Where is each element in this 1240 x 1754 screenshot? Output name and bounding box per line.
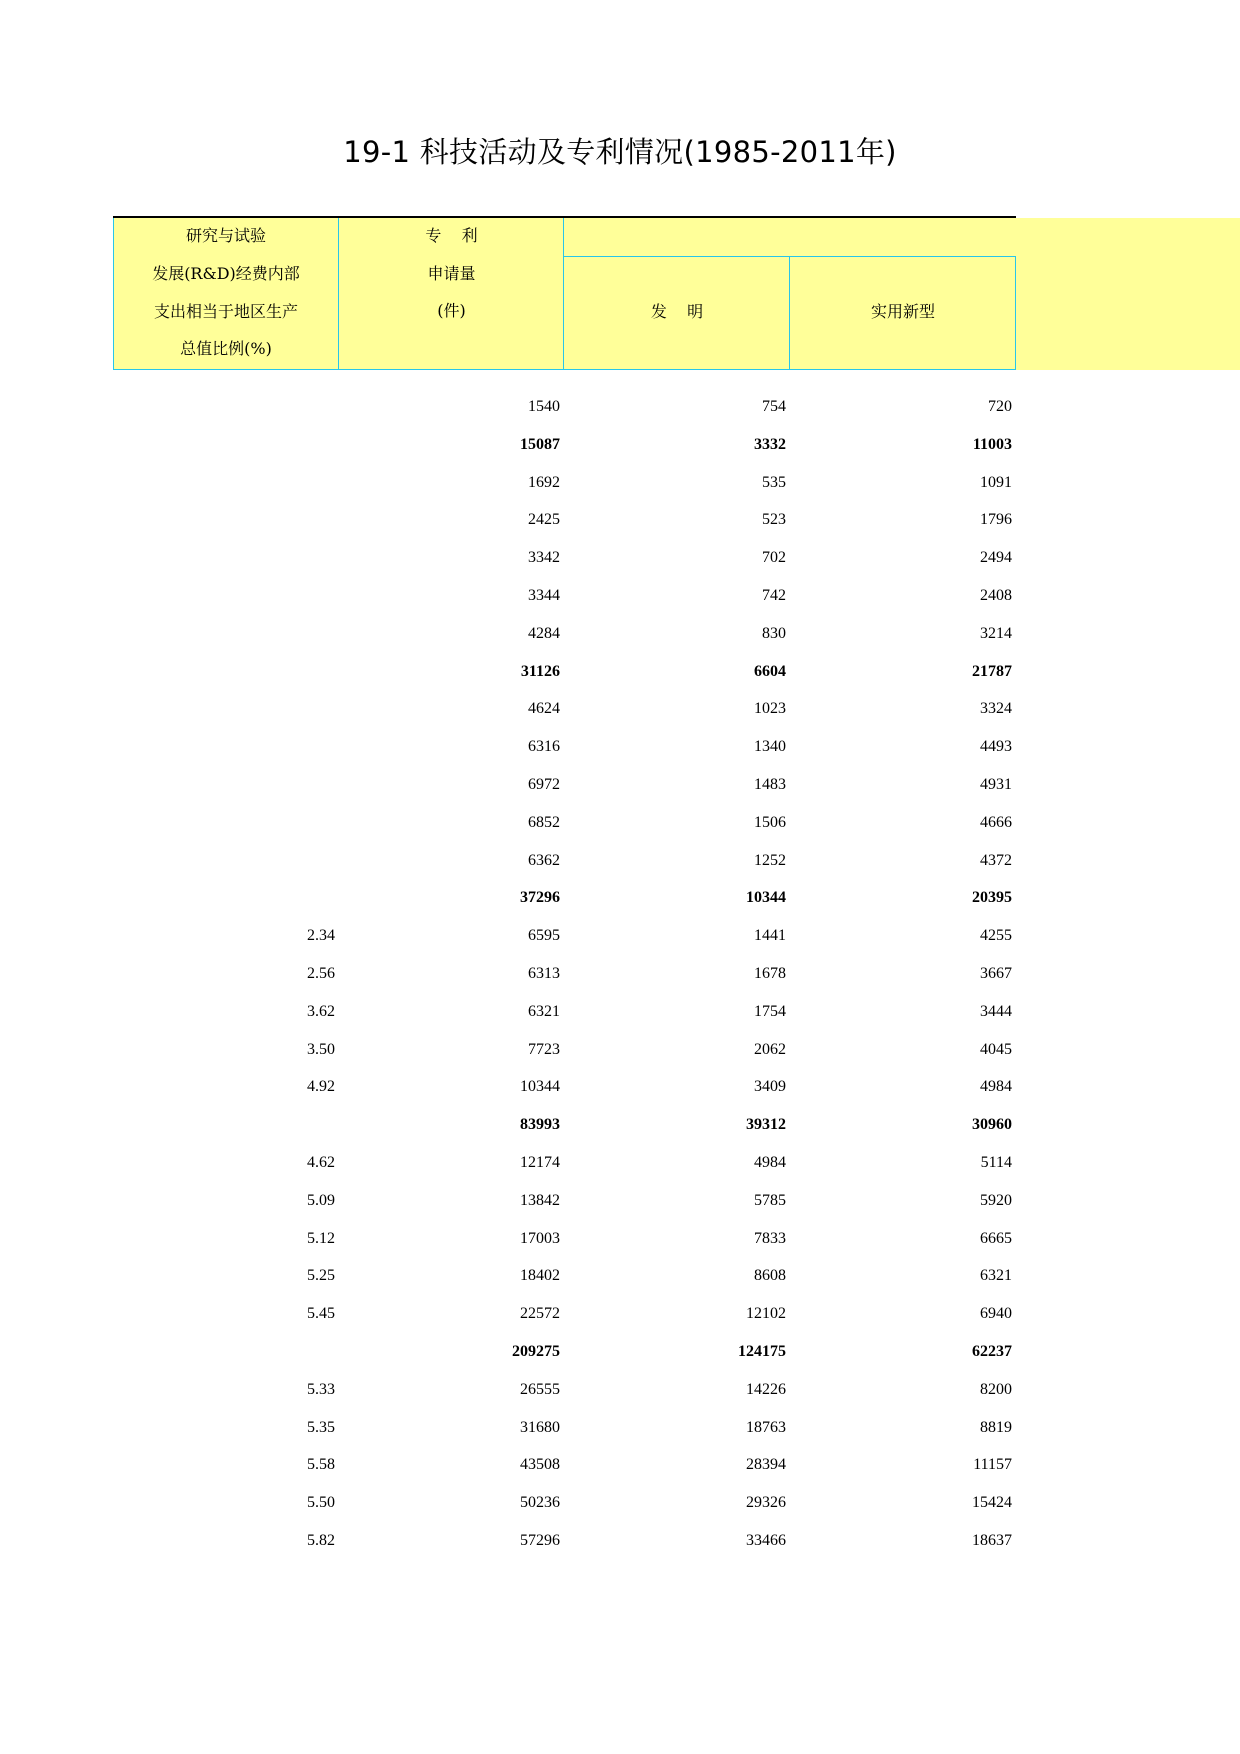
- table-row: [0, 1522, 1240, 1560]
- cell-invention: 8608: [754, 1267, 786, 1285]
- cell-patent-applications: 209275: [512, 1343, 560, 1360]
- cell-patent-applications: 57296: [520, 1532, 560, 1549]
- cell-rd-ratio: 5.12: [307, 1229, 335, 1247]
- cell-rd-ratio: 4.92: [307, 1078, 335, 1096]
- cell-utility-model: 8200: [980, 1380, 1012, 1398]
- table-row: [0, 1182, 1240, 1220]
- cell-rd-ratio: 5.25: [307, 1267, 335, 1285]
- cell-invention: 6604: [754, 662, 786, 680]
- cell-invention: 12102: [746, 1305, 786, 1323]
- cell-rd-ratio: 5.82: [307, 1532, 335, 1549]
- table-row: [0, 464, 1240, 502]
- cell-invention: 1023: [754, 700, 786, 718]
- table-row: [0, 804, 1240, 842]
- cell-utility-model: 11157: [973, 1456, 1012, 1474]
- cell-invention: 1483: [754, 776, 786, 793]
- cell-utility-model: 62237: [972, 1343, 1012, 1360]
- cell-utility-model: 4666: [980, 813, 1012, 831]
- table-row: [0, 1446, 1240, 1484]
- cell-invention: 1252: [754, 851, 786, 869]
- cell-patent-applications: 6595: [528, 927, 560, 945]
- header-patent-line-2: 申请量: [427, 264, 476, 283]
- cell-patent-applications: 43508: [520, 1456, 560, 1474]
- cell-patent-applications: 4284: [528, 624, 560, 642]
- table-row: [0, 653, 1240, 691]
- cell-patent-applications: 18402: [520, 1267, 560, 1285]
- cell-utility-model: 3667: [980, 965, 1012, 982]
- cell-patent-applications: 6972: [528, 776, 560, 793]
- cell-utility-model: 20395: [972, 889, 1012, 907]
- cell-patent-applications: 12174: [520, 1154, 560, 1171]
- cell-patent-applications: 10344: [520, 1078, 560, 1096]
- table-row: [0, 955, 1240, 993]
- table-row: [0, 993, 1240, 1031]
- cell-invention: 1754: [754, 1002, 786, 1020]
- cell-invention: 39312: [746, 1116, 786, 1134]
- cell-patent-applications: 3344: [528, 587, 560, 604]
- cell-invention: 3332: [754, 435, 786, 453]
- header-patent-line-3: (件): [437, 301, 466, 320]
- cell-patent-applications: 22572: [520, 1305, 560, 1323]
- cell-invention: 1340: [754, 738, 786, 756]
- cell-rd-ratio: 3.50: [307, 1040, 335, 1058]
- cell-utility-model: 6940: [980, 1305, 1012, 1323]
- table-row: [0, 1106, 1240, 1144]
- header-rd-line-4: 总值比例(%): [180, 339, 272, 358]
- table-row: [0, 1144, 1240, 1182]
- cell-rd-ratio: 3.62: [307, 1002, 335, 1020]
- cell-invention: 754: [762, 398, 786, 415]
- cell-utility-model: 18637: [972, 1532, 1012, 1549]
- cell-utility-model: 5920: [980, 1191, 1012, 1209]
- header-invention-label: 发 明: [650, 302, 704, 321]
- cell-patent-applications: 1540: [528, 398, 560, 415]
- cell-rd-ratio: 5.50: [307, 1494, 335, 1512]
- cell-patent-applications: 13842: [520, 1191, 560, 1209]
- table-row: [0, 577, 1240, 615]
- cell-patent-applications: 1692: [528, 473, 560, 491]
- cell-utility-model: 8819: [980, 1418, 1012, 1436]
- cell-utility-model: 5114: [980, 1154, 1012, 1171]
- cell-invention: 124175: [738, 1343, 786, 1360]
- cell-utility-model: 11003: [972, 435, 1012, 453]
- table-row: [0, 1031, 1240, 1069]
- header-patent-line-1: 专 利: [425, 226, 478, 245]
- cell-patent-applications: 83993: [520, 1116, 560, 1134]
- cell-patent-applications: 37296: [520, 889, 560, 907]
- table-row: [0, 1220, 1240, 1258]
- header-rd-line-3: 支出相当于地区生产: [153, 302, 298, 321]
- cell-invention: 535: [762, 473, 786, 491]
- cell-invention: 14226: [746, 1380, 786, 1398]
- cell-patent-applications: 3342: [528, 549, 560, 567]
- cell-utility-model: 4984: [980, 1078, 1012, 1096]
- cell-invention: 2062: [754, 1040, 786, 1058]
- header-utility-label: 实用新型: [870, 302, 935, 321]
- table-row: [0, 1295, 1240, 1333]
- table-row: [0, 917, 1240, 955]
- cell-utility-model: 4931: [980, 776, 1012, 793]
- cell-invention: 10344: [746, 889, 786, 907]
- cell-utility-model: 2408: [980, 587, 1012, 604]
- table-row: [0, 615, 1240, 653]
- cell-patent-applications: 4624: [528, 700, 560, 718]
- cell-invention: 29326: [746, 1494, 786, 1512]
- cell-rd-ratio: 5.58: [307, 1456, 335, 1474]
- cell-utility-model: 4255: [980, 927, 1012, 945]
- cell-rd-ratio: 5.33: [307, 1380, 335, 1398]
- table-row: [0, 1333, 1240, 1371]
- cell-patent-applications: 6362: [528, 851, 560, 869]
- table-row: [0, 842, 1240, 880]
- cell-invention: 5785: [754, 1191, 786, 1209]
- cell-utility-model: 4372: [980, 851, 1012, 869]
- cell-utility-model: 4493: [980, 738, 1012, 756]
- cell-rd-ratio: 5.45: [307, 1305, 335, 1323]
- cell-patent-applications: 31126: [520, 662, 560, 680]
- cell-invention: 3409: [754, 1078, 786, 1096]
- cell-rd-ratio: 2.34: [307, 927, 335, 945]
- cell-patent-applications: 2425: [528, 511, 560, 529]
- table-row: [0, 539, 1240, 577]
- cell-utility-model: 2494: [980, 549, 1012, 567]
- cell-utility-model: 3444: [980, 1002, 1012, 1020]
- cell-patent-applications: 15087: [520, 435, 560, 453]
- table-row: [0, 1409, 1240, 1447]
- cell-patent-applications: 17003: [520, 1229, 560, 1247]
- cell-utility-model: 21787: [972, 662, 1012, 680]
- cell-utility-model: 720: [988, 398, 1012, 415]
- cell-invention: 1441: [754, 927, 786, 945]
- cell-invention: 28394: [746, 1456, 786, 1474]
- table-row: [0, 879, 1240, 917]
- cell-utility-model: 6665: [980, 1229, 1012, 1247]
- table-row: [0, 766, 1240, 804]
- cell-patent-applications: 6316: [528, 738, 560, 756]
- table-row: [0, 1484, 1240, 1522]
- cell-invention: 742: [762, 587, 786, 604]
- cell-utility-model: 3324: [980, 700, 1012, 718]
- cell-patent-applications: 31680: [520, 1418, 560, 1436]
- table-row: [0, 728, 1240, 766]
- header-rd-line-1: 研究与试验: [185, 226, 266, 245]
- cell-patent-applications: 6321: [528, 1002, 560, 1020]
- table-row: [0, 388, 1240, 426]
- cell-patent-applications: 7723: [528, 1040, 560, 1058]
- cell-rd-ratio: 2.56: [307, 965, 335, 982]
- cell-patent-applications: 26555: [520, 1380, 560, 1398]
- table-row: [0, 501, 1240, 539]
- table-row: [0, 690, 1240, 728]
- table-row: [0, 426, 1240, 464]
- cell-invention: 33466: [746, 1532, 786, 1549]
- cell-utility-model: 3214: [980, 624, 1012, 642]
- cell-invention: 523: [762, 511, 786, 529]
- cell-rd-ratio: 4.62: [307, 1154, 335, 1171]
- cell-utility-model: 4045: [980, 1040, 1012, 1058]
- cell-invention: 702: [762, 549, 786, 567]
- header-rd-line-2: 发展(R&D)经费内部: [152, 264, 300, 283]
- cell-patent-applications: 50236: [520, 1494, 560, 1512]
- cell-utility-model: 15424: [972, 1494, 1012, 1512]
- table-row: [0, 1257, 1240, 1295]
- cell-patent-applications: 6313: [528, 965, 560, 982]
- cell-patent-applications: 6852: [528, 813, 560, 831]
- cell-invention: 830: [762, 624, 786, 642]
- cell-invention: 1678: [754, 965, 786, 982]
- cell-invention: 1506: [754, 813, 786, 831]
- page-title: 19-1 科技活动及专利情况(1985-2011年): [343, 135, 897, 169]
- cell-utility-model: 6321: [980, 1267, 1012, 1285]
- cell-utility-model: 30960: [972, 1116, 1012, 1134]
- table-row: [0, 1068, 1240, 1106]
- cell-invention: 18763: [746, 1418, 786, 1436]
- cell-invention: 4984: [754, 1154, 786, 1171]
- cell-rd-ratio: 5.09: [307, 1191, 335, 1209]
- cell-rd-ratio: 5.35: [307, 1418, 335, 1436]
- table-row: [0, 1371, 1240, 1409]
- cell-invention: 7833: [754, 1229, 786, 1247]
- cell-utility-model: 1091: [980, 473, 1012, 491]
- cell-utility-model: 1796: [980, 511, 1012, 529]
